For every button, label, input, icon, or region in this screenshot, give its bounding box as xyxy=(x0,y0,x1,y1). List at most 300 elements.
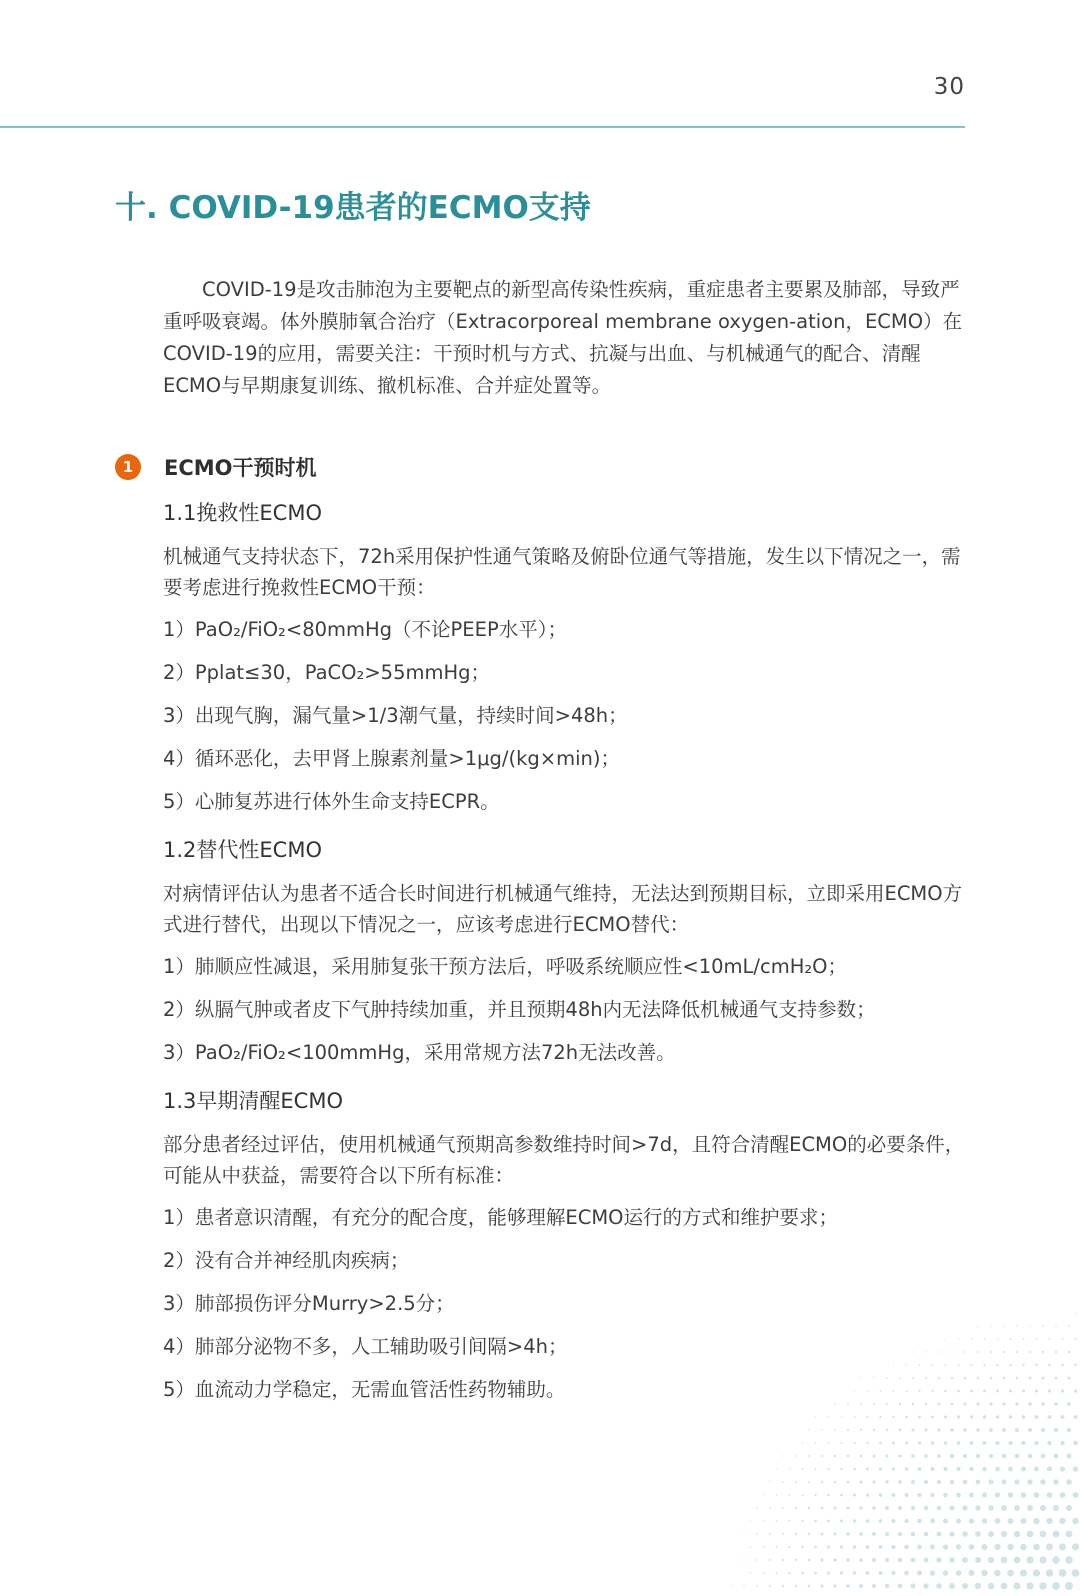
decorative-dot xyxy=(919,1364,921,1366)
decorative-dot xyxy=(898,1532,902,1536)
decorative-dot xyxy=(995,1492,1000,1497)
decorative-dot xyxy=(1067,1428,1071,1432)
decorative-dot xyxy=(963,1454,967,1458)
decorative-dot xyxy=(975,1531,981,1537)
decorative-dot xyxy=(892,1467,895,1470)
header-rule xyxy=(0,126,965,128)
decorative-dot xyxy=(872,1558,876,1562)
decorative-dot xyxy=(1048,1364,1050,1366)
decorative-dot xyxy=(867,1416,869,1418)
decorative-dot xyxy=(788,1546,790,1548)
decorative-dot xyxy=(943,1519,948,1524)
decorative-dot xyxy=(937,1428,940,1431)
decorative-dot xyxy=(776,1546,778,1548)
decorative-dot xyxy=(1042,1325,1044,1327)
decorative-dot xyxy=(983,1364,985,1366)
decorative-dot xyxy=(879,1467,882,1470)
decorative-dot xyxy=(931,1416,934,1419)
decorative-dot xyxy=(1033,1544,1040,1551)
decorative-dot xyxy=(963,1480,968,1485)
decorative-dot xyxy=(982,1467,987,1472)
decorative-dot xyxy=(975,1505,980,1510)
decorative-dot xyxy=(1002,1454,1007,1459)
decorative-dot xyxy=(885,1584,889,1588)
decorative-dot xyxy=(990,1351,992,1353)
decorative-dot xyxy=(1068,1377,1071,1380)
decorative-dot xyxy=(866,1493,869,1496)
decorative-dot xyxy=(1014,1505,1020,1511)
decorative-dot xyxy=(924,1454,928,1458)
decorative-dot xyxy=(866,1545,870,1549)
decorative-dot xyxy=(943,1493,948,1498)
decorative-dot xyxy=(827,1494,830,1497)
decorative-dot xyxy=(1061,1389,1064,1392)
decorative-dot xyxy=(782,1533,784,1535)
decorative-dot xyxy=(1046,1518,1052,1524)
decorative-dot xyxy=(795,1559,797,1561)
decorative-dot xyxy=(743,1533,744,1534)
decorative-dot xyxy=(1072,1569,1080,1577)
decorative-dot xyxy=(853,1442,855,1444)
decorative-dot xyxy=(906,1364,907,1365)
decorative-dot xyxy=(840,1519,843,1522)
decorative-dot xyxy=(893,1364,894,1365)
decorative-dot xyxy=(982,1492,987,1497)
decorative-dot xyxy=(769,1585,771,1587)
decorative-dot xyxy=(994,1570,1000,1576)
decorative-dot xyxy=(1047,1492,1053,1498)
decorative-dot xyxy=(801,1494,803,1496)
decorative-dot xyxy=(847,1455,849,1457)
decorative-dot xyxy=(750,1520,751,1521)
decorative-dot xyxy=(879,1493,882,1496)
decorative-dot xyxy=(918,1467,922,1471)
list-item: 3）出现气胸，漏气量>1/3潮气量，持续时间>48h； xyxy=(163,704,628,727)
list-item: 1）PaO₂/FiO₂<80mmHg（不论PEEP水平）； xyxy=(163,618,567,641)
section-1-3-paragraph: 部分患者经过评估，使用机械通气预期高参数维持时间>7d，且符合清醒ECMO的必要条件，可能从中获益，需要符合以下所有标准： xyxy=(163,1133,965,1187)
list-item: 5）心肺复苏进行体外生命支持ECPR。 xyxy=(163,790,500,813)
decorative-dot xyxy=(891,1545,895,1549)
decorative-dot xyxy=(769,1507,771,1509)
decorative-dot xyxy=(860,1403,862,1405)
decorative-dot xyxy=(782,1455,783,1456)
decorative-dot xyxy=(995,1467,1000,1472)
decorative-dot xyxy=(977,1377,979,1379)
decorative-dot xyxy=(885,1506,889,1510)
decorative-dot xyxy=(1068,1325,1070,1327)
decorative-dot xyxy=(962,1531,968,1537)
decorative-dot xyxy=(931,1390,933,1392)
decorative-dot xyxy=(898,1480,902,1484)
decorative-dot xyxy=(1001,1557,1008,1564)
number-badge: 1 xyxy=(115,454,141,480)
decorative-dot xyxy=(898,1558,903,1563)
halftone-dot-decoration xyxy=(660,1216,1080,1596)
decorative-dot xyxy=(1067,1402,1071,1406)
decorative-dot xyxy=(983,1390,986,1393)
decorative-dot xyxy=(840,1545,843,1548)
decorative-dot xyxy=(801,1572,804,1575)
decorative-dot xyxy=(945,1338,946,1339)
intro-text: COVID-19是攻击肺泡为主要靶点的新型高传染性疾病，重症患者主要累及肺部，导致严重呼吸衰竭。体外膜肺氧合治疗（Extracorporeal membrane oxygen-ation，ECMO）在COVID-19的应用，需要关注：干预时机与方式、抗凝与出血、与机械通气的配合、清醒ECMO与早期康复训练、撤机标准、合并症处置等。 xyxy=(163,278,963,397)
decorative-dot xyxy=(1041,1402,1044,1405)
decorative-dot xyxy=(951,1403,954,1406)
decorative-dot xyxy=(853,1571,857,1575)
decorative-dot xyxy=(899,1429,902,1432)
list-item: 2）纵膈气肿或者皮下气肿持续加重，并且预期48h内无法降低机械通气支持参数； xyxy=(163,998,876,1021)
decorative-dot xyxy=(1003,1351,1005,1353)
decorative-dot xyxy=(964,1403,967,1406)
decorative-dot xyxy=(962,1583,968,1589)
decorative-dot xyxy=(821,1507,824,1510)
decorative-dot xyxy=(1020,1518,1026,1524)
decorative-dot xyxy=(893,1390,895,1392)
decorative-dot xyxy=(917,1493,921,1497)
decorative-dot xyxy=(815,1442,817,1444)
decorative-dot xyxy=(789,1520,791,1522)
decorative-dot xyxy=(1041,1454,1046,1459)
decorative-dot xyxy=(866,1571,870,1575)
decorative-dot xyxy=(944,1416,947,1419)
decorative-dot xyxy=(1028,1454,1033,1459)
decorative-dot xyxy=(886,1377,888,1379)
decorative-dot xyxy=(815,1468,817,1470)
intro-paragraph xyxy=(163,274,968,402)
decorative-dot xyxy=(880,1390,882,1392)
decorative-dot xyxy=(977,1351,979,1353)
decorative-dot xyxy=(846,1532,849,1535)
decorative-dot xyxy=(892,1442,895,1445)
decorative-dot xyxy=(1027,1479,1032,1484)
decorative-dot xyxy=(827,1520,830,1523)
subheading-text: ECMO干预时机 xyxy=(164,456,317,480)
decorative-dot xyxy=(847,1481,850,1484)
decorative-dot xyxy=(938,1403,941,1406)
decorative-dot xyxy=(1067,1454,1072,1459)
decorative-dot xyxy=(938,1377,940,1379)
decorative-dot xyxy=(1042,1351,1044,1353)
decorative-dot xyxy=(975,1583,981,1589)
decorative-dot xyxy=(1065,1556,1072,1563)
decorative-dot xyxy=(970,1364,972,1366)
decorative-dot xyxy=(821,1455,823,1457)
decorative-dot xyxy=(932,1364,934,1366)
decorative-dot xyxy=(1041,1428,1045,1432)
decorative-dot xyxy=(990,1325,991,1326)
decorative-dot xyxy=(1020,1544,1027,1551)
decorative-dot xyxy=(988,1505,994,1511)
decorative-dot xyxy=(847,1403,849,1405)
decorative-dot xyxy=(930,1570,935,1575)
decorative-dot xyxy=(840,1468,842,1470)
decorative-dot xyxy=(997,1338,999,1340)
decorative-dot xyxy=(963,1428,967,1432)
decorative-dot xyxy=(789,1468,790,1469)
decorative-dot xyxy=(1033,1518,1039,1524)
decorative-dot xyxy=(943,1570,948,1575)
decorative-dot xyxy=(912,1377,914,1379)
decorative-dot xyxy=(892,1519,896,1523)
decorative-dot xyxy=(988,1531,994,1537)
decorative-dot xyxy=(970,1415,973,1418)
decorative-dot xyxy=(1053,1505,1059,1511)
decorative-dot xyxy=(782,1585,784,1587)
decorative-dot xyxy=(905,1467,908,1470)
decorative-dot xyxy=(795,1481,797,1483)
decorative-dot xyxy=(847,1429,849,1431)
decorative-dot xyxy=(834,1481,837,1484)
decorative-dot xyxy=(1073,1466,1078,1471)
decorative-dot xyxy=(886,1403,888,1405)
decorative-dot xyxy=(892,1416,894,1418)
decorative-dot xyxy=(1073,1492,1079,1498)
decorative-dot xyxy=(815,1416,816,1417)
decorative-dot xyxy=(1026,1582,1033,1589)
decorative-dot xyxy=(788,1572,790,1574)
decorative-dot xyxy=(821,1429,823,1431)
decorative-dot xyxy=(1020,1570,1027,1577)
decorative-dot xyxy=(944,1441,948,1445)
decorative-dot xyxy=(1052,1582,1060,1590)
decorative-dot xyxy=(1027,1531,1034,1538)
decorative-dot xyxy=(833,1532,836,1535)
decorative-dot xyxy=(828,1416,829,1417)
decorative-dot xyxy=(905,1493,909,1497)
decorative-dot xyxy=(1026,1556,1033,1563)
decorative-dot xyxy=(1039,1556,1046,1563)
decorative-dot xyxy=(950,1428,953,1431)
decorative-dot xyxy=(924,1428,927,1431)
decorative-dot xyxy=(820,1584,823,1587)
decorative-dot xyxy=(808,1585,811,1588)
decorative-dot xyxy=(808,1455,810,1457)
decorative-dot xyxy=(1068,1351,1070,1353)
decorative-dot xyxy=(1002,1402,1005,1405)
decorative-dot xyxy=(846,1558,850,1562)
list-item: 1）患者意识清醒，有充分的配合度，能够理解ECMO运行的方式和维护要求； xyxy=(163,1206,839,1229)
decorative-dot xyxy=(1016,1325,1017,1326)
decorative-dot xyxy=(827,1571,830,1574)
decorative-dot xyxy=(834,1455,836,1457)
decorative-dot xyxy=(872,1532,876,1536)
decorative-dot xyxy=(1016,1377,1019,1380)
decorative-dot xyxy=(866,1442,868,1444)
decorative-dot xyxy=(962,1557,968,1563)
decorative-dot xyxy=(976,1454,980,1458)
decorative-dot xyxy=(995,1518,1001,1524)
decorative-dot xyxy=(1059,1518,1065,1524)
list-item: 2）没有合并神经肌肉疾病； xyxy=(163,1249,410,1272)
decorative-dot xyxy=(923,1557,928,1562)
decorative-dot xyxy=(964,1377,966,1379)
decorative-dot xyxy=(860,1377,861,1378)
decorative-dot xyxy=(989,1402,992,1405)
decorative-dot xyxy=(834,1403,835,1404)
decorative-dot xyxy=(1007,1544,1013,1550)
decorative-dot xyxy=(814,1520,817,1523)
decorative-dot xyxy=(931,1441,934,1444)
decorative-dot xyxy=(833,1584,836,1587)
decorative-dot xyxy=(996,1364,998,1366)
decorative-dot xyxy=(931,1467,935,1471)
decorative-dot xyxy=(1022,1415,1026,1419)
decorative-dot xyxy=(859,1558,863,1562)
decorative-dot xyxy=(853,1494,856,1497)
decorative-dot xyxy=(743,1585,744,1586)
decorative-dot xyxy=(1065,1582,1073,1590)
decorative-dot xyxy=(1046,1569,1053,1576)
decorative-dot xyxy=(795,1455,797,1457)
decorative-dot xyxy=(853,1519,856,1522)
decorative-dot xyxy=(1029,1325,1030,1326)
decorative-dot xyxy=(1055,1377,1058,1380)
decorative-dot xyxy=(1072,1518,1078,1524)
decorative-dot xyxy=(982,1518,988,1524)
decorative-dot xyxy=(879,1545,883,1549)
decorative-dot xyxy=(938,1351,940,1353)
decorative-dot xyxy=(1072,1543,1079,1550)
decorative-dot xyxy=(899,1403,901,1405)
decorative-dot xyxy=(769,1481,770,1482)
decorative-dot xyxy=(776,1520,778,1522)
decorative-dot xyxy=(1074,1389,1077,1392)
decorative-dot xyxy=(958,1338,959,1339)
decorative-dot xyxy=(743,1559,744,1560)
decorative-dot xyxy=(1060,1441,1064,1445)
decorative-dot xyxy=(969,1493,974,1498)
decorative-dot xyxy=(833,1558,836,1561)
decorative-dot xyxy=(1035,1389,1038,1392)
decorative-dot xyxy=(1047,1441,1051,1445)
decorative-dot xyxy=(853,1545,856,1548)
decorative-dot xyxy=(930,1493,934,1497)
decorative-dot xyxy=(1003,1377,1006,1380)
decorative-dot xyxy=(795,1507,797,1509)
decorative-dot xyxy=(763,1494,764,1495)
decorative-dot xyxy=(956,1544,961,1549)
decorative-dot xyxy=(802,1442,803,1443)
decorative-dot xyxy=(1066,1479,1072,1485)
decorative-dot xyxy=(886,1429,889,1432)
decorative-dot xyxy=(1075,1312,1076,1313)
list-item: 3）PaO₂/FiO₂<100mmHg，采用常规方法72h无法改善。 xyxy=(163,1041,676,1064)
decorative-dot xyxy=(994,1544,1000,1550)
decorative-dot xyxy=(989,1428,993,1432)
decorative-dot xyxy=(996,1415,1000,1419)
list-item: 3）肺部损伤评分Murry>2.5分； xyxy=(163,1292,455,1315)
decorative-dot xyxy=(1007,1570,1014,1577)
decorative-dot xyxy=(866,1519,870,1523)
decorative-dot xyxy=(1061,1364,1064,1367)
decorative-dot xyxy=(937,1506,942,1511)
decorative-dot xyxy=(854,1390,855,1391)
decorative-dot xyxy=(976,1480,981,1485)
decorative-dot xyxy=(891,1571,895,1575)
decorative-dot xyxy=(872,1584,876,1588)
decorative-dot xyxy=(801,1546,803,1548)
decorative-dot xyxy=(750,1546,751,1547)
decorative-dot xyxy=(969,1467,973,1471)
decorative-dot xyxy=(899,1377,901,1379)
decorative-dot xyxy=(1003,1325,1004,1326)
decorative-dot xyxy=(879,1519,883,1523)
decorative-dot xyxy=(1053,1531,1060,1538)
decorative-dot xyxy=(925,1351,926,1352)
decorative-dot xyxy=(814,1494,816,1496)
decorative-dot xyxy=(1029,1377,1032,1380)
decorative-dot xyxy=(1054,1402,1058,1406)
decorative-dot xyxy=(951,1351,953,1353)
decorative-dot xyxy=(1036,1338,1038,1340)
subheading-ecmo-timing xyxy=(115,450,317,484)
decorative-dot xyxy=(873,1455,876,1458)
decorative-dot xyxy=(996,1390,999,1393)
decorative-dot xyxy=(1010,1338,1012,1340)
decorative-dot xyxy=(756,1507,757,1508)
decorative-dot xyxy=(989,1454,993,1458)
decorative-dot xyxy=(1033,1569,1040,1576)
decorative-dot xyxy=(1035,1364,1037,1366)
decorative-dot xyxy=(1073,1441,1078,1446)
decorative-dot xyxy=(808,1481,810,1483)
decorative-dot xyxy=(971,1338,972,1339)
decorative-dot xyxy=(912,1351,913,1352)
decorative-dot xyxy=(853,1468,856,1471)
decorative-dot xyxy=(945,1364,947,1366)
decorative-dot xyxy=(988,1583,995,1590)
list-item: 4）循环恶化，去甲肾上腺素剂量>1μg/(kg×min)； xyxy=(163,747,621,770)
decorative-dot xyxy=(1021,1467,1026,1472)
decorative-dot xyxy=(840,1571,843,1574)
decorative-dot xyxy=(828,1442,830,1444)
decorative-dot xyxy=(795,1533,797,1535)
decorative-dot xyxy=(1055,1351,1057,1353)
decorative-dot xyxy=(951,1377,953,1379)
decorative-dot xyxy=(977,1325,978,1326)
decorative-dot xyxy=(1047,1466,1052,1471)
decorative-dot xyxy=(990,1377,993,1380)
decorative-dot xyxy=(956,1570,962,1576)
decorative-dot xyxy=(782,1481,784,1483)
decorative-dot xyxy=(1016,1351,1018,1353)
decorative-dot xyxy=(1066,1531,1073,1538)
decorative-dot xyxy=(944,1390,946,1392)
decorative-dot xyxy=(930,1519,935,1524)
decorative-dot xyxy=(873,1429,875,1431)
decorative-dot xyxy=(1001,1583,1008,1590)
decorative-dot xyxy=(885,1454,888,1457)
decorative-dot xyxy=(840,1442,842,1444)
section-1-1-paragraph: 机械通气支持状态下，72h采用保护性通气策略及俯卧位通气等措施，发生以下情况之一，需要考虑进行挽救性ECMO干预： xyxy=(163,545,961,599)
section-1-3-title: 1.3早期清醒ECMO xyxy=(163,1089,343,1113)
decorative-dot xyxy=(769,1559,771,1561)
decorative-dot xyxy=(964,1351,966,1353)
decorative-dot xyxy=(808,1559,811,1562)
decorative-dot xyxy=(840,1494,843,1497)
decorative-dot xyxy=(821,1481,823,1483)
decorative-dot xyxy=(1015,1454,1020,1459)
decorative-dot xyxy=(911,1558,916,1563)
decorative-dot xyxy=(841,1416,843,1418)
decorative-dot xyxy=(970,1390,973,1393)
decorative-dot xyxy=(1040,1479,1045,1484)
decorative-dot xyxy=(911,1506,915,1510)
decorative-dot xyxy=(1059,1569,1067,1577)
decorative-dot xyxy=(943,1467,947,1471)
decorative-dot xyxy=(912,1429,915,1432)
decorative-dot xyxy=(1028,1428,1032,1432)
decorative-dot xyxy=(956,1467,960,1471)
